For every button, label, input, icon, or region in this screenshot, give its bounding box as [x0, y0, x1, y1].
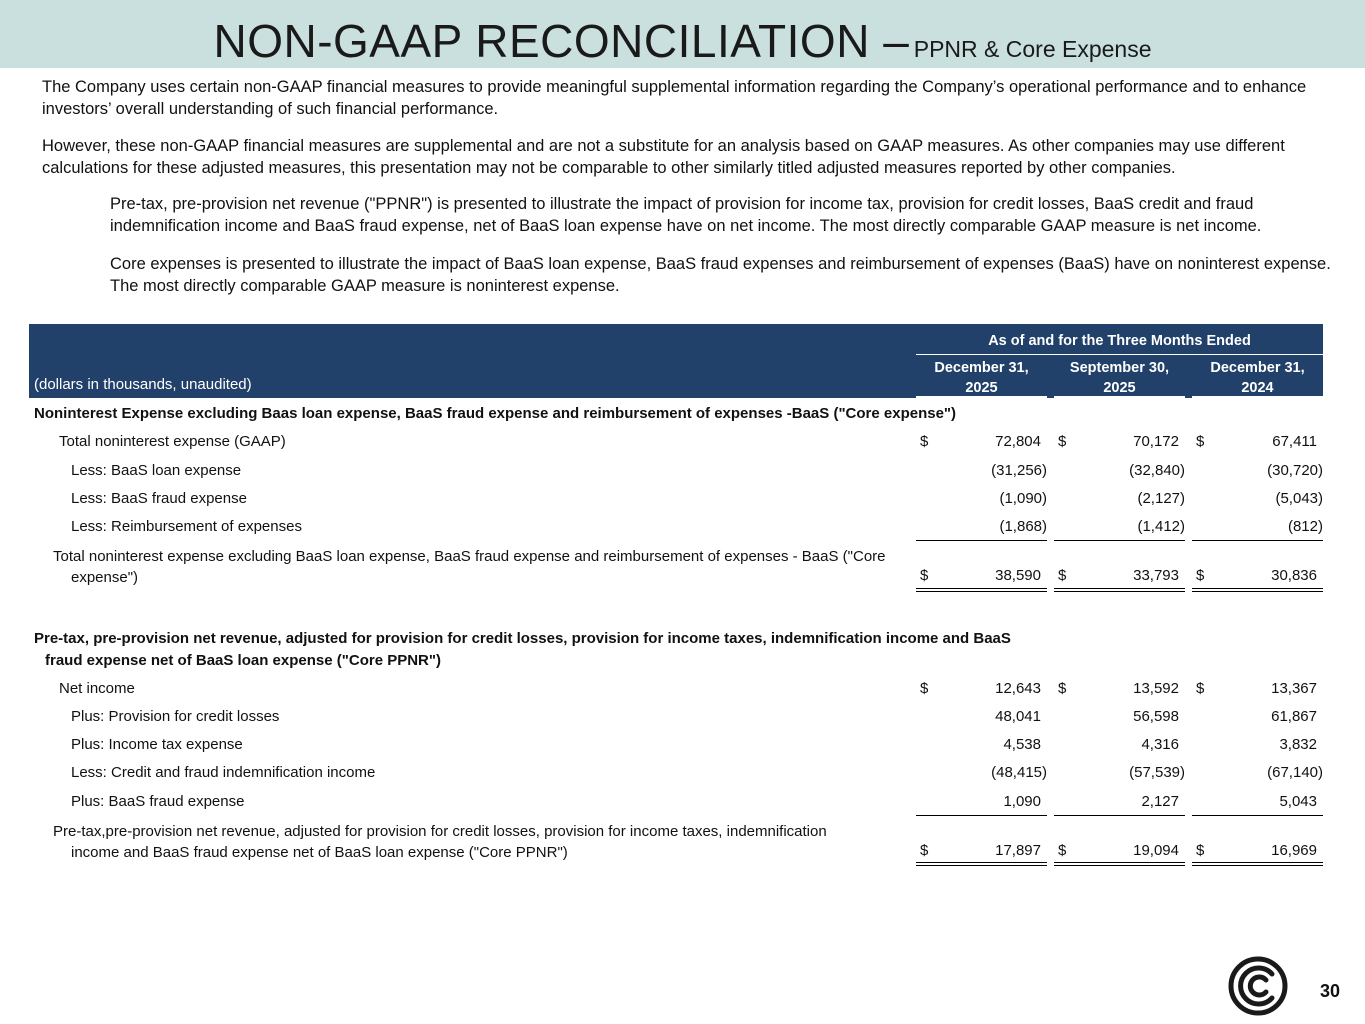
period-title: As of and for the Three Months Ended [988, 333, 1251, 349]
column-header-dec-2024: December 31, 2024 [1210, 360, 1305, 396]
column-header-sep-2025: September 30, 2025 [1069, 360, 1170, 396]
subtotal-rule [1192, 540, 1323, 541]
title-main: NON-GAAP RECONCILIATION – [213, 15, 910, 67]
table-header [29, 324, 1323, 398]
total-double-rule [1054, 862, 1185, 866]
period-divider [916, 354, 1323, 355]
total-double-rule [1192, 862, 1323, 866]
subtotal-rule [916, 540, 1047, 541]
intro-paragraph-4: Core expenses is presented to illustrate the impact of BaaS loan expense, BaaS fraud expenses and reimbursement of expenses (BaaS) have on noninterest expense. The most directly comparable GAAP measure is noninterest expense. [110, 255, 1331, 295]
units-label: (dollars in thousands, unaudited) [34, 376, 252, 393]
column-underline [1054, 396, 1185, 398]
column-underline [916, 396, 1047, 398]
column-header-dec-2025: December 31, 2025 [934, 360, 1029, 396]
intro-paragraph-1: The Company uses certain non-GAAP financial measures to provide meaningful supplemental information regarding the Company’s operational performance and to enhance investors’ overall understanding of such financial performance. [42, 78, 1307, 118]
intro-paragraph-2: However, these non-GAAP financial measures are supplemental and are not a substitute for an analysis based on GAAP measures. As other companies may use different calculations for these adjusted measures, this presentation may not be comparable to other similarly titled adjusted measures reported by other companies. [42, 137, 1285, 177]
title-sub: PPNR & Core Expense [913, 36, 1152, 62]
intro-paragraph-3: Pre-tax, pre-provision net revenue ("PPNR") is presented to illustrate the impact of provision for income tax, provision for credit losses, BaaS credit and fraud indemnification income and BaaS fraud expense, net of BaaS loan expense have on net income. The most directly comparable GAAP measure is net income. [110, 195, 1262, 235]
total-double-rule [1192, 588, 1323, 592]
subtotal-rule [916, 815, 1047, 816]
subtotal-rule [1054, 540, 1185, 541]
total-double-rule [916, 588, 1047, 592]
column-underline [1192, 396, 1323, 398]
total-double-rule [916, 862, 1047, 866]
page-title [0, 14, 1365, 68]
total-double-rule [1054, 588, 1185, 592]
subtotal-rule [1192, 815, 1323, 816]
page-number: 30 [1320, 981, 1341, 1001]
company-logo-icon [1228, 956, 1288, 1016]
subtotal-rule [1054, 815, 1185, 816]
